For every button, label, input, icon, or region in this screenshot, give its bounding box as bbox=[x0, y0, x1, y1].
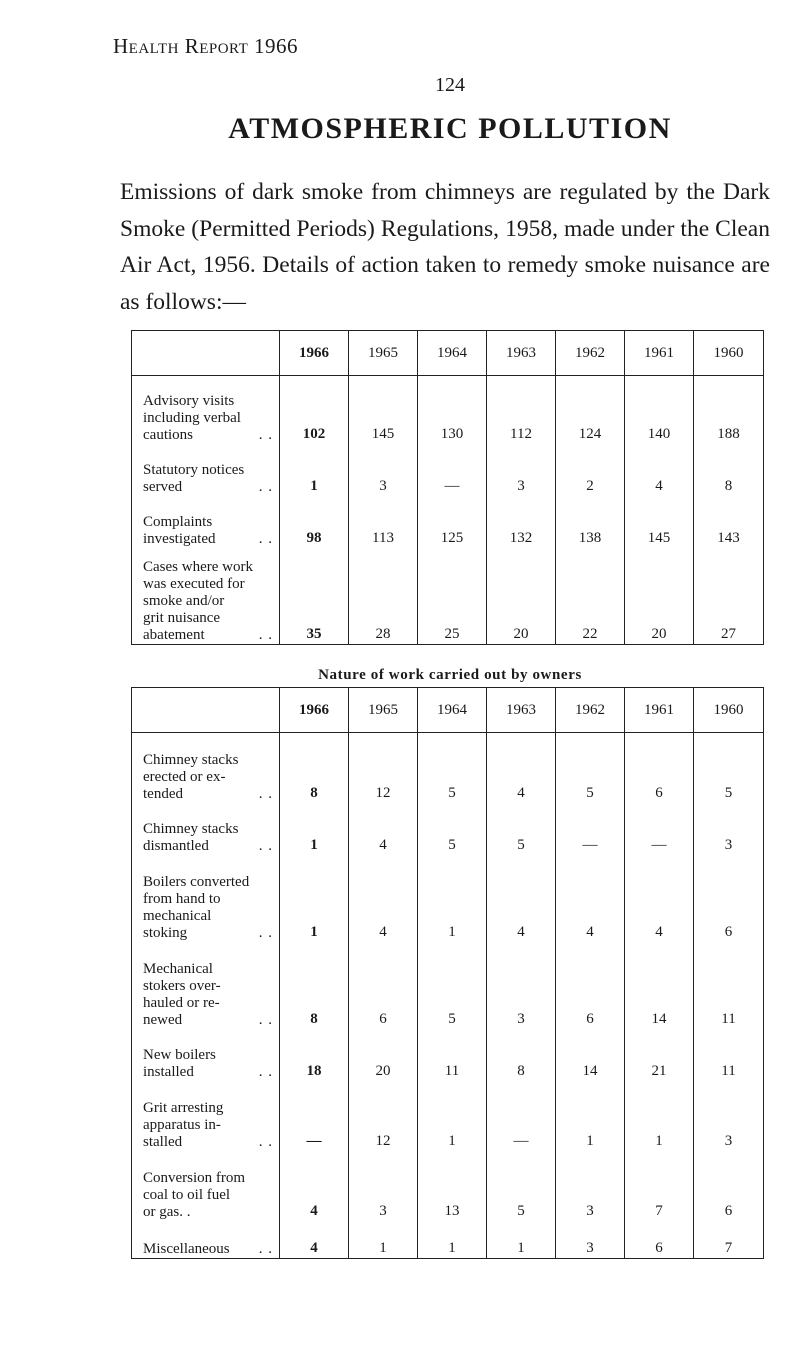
value-cell: 18 bbox=[280, 1029, 349, 1081]
value-cell: 3 bbox=[694, 803, 764, 855]
year-header: 1963 bbox=[487, 331, 556, 376]
row-label-line: Miscellaneous bbox=[143, 1241, 230, 1257]
row-label-line: stoking bbox=[143, 925, 188, 941]
value-cell: 6 bbox=[349, 942, 418, 1029]
year-header: 1960 bbox=[694, 331, 764, 376]
value-cell: 3 bbox=[556, 1221, 625, 1259]
row-label-line: served bbox=[143, 479, 183, 495]
row-label-line: smoke and/or bbox=[143, 593, 225, 609]
value-cell: — bbox=[487, 1081, 556, 1151]
value-cell: 27 bbox=[694, 548, 764, 645]
leader-dots: . . bbox=[258, 427, 273, 443]
value-cell: 14 bbox=[625, 942, 694, 1029]
row-label-line: mechanical bbox=[143, 908, 212, 924]
row-label bbox=[132, 733, 280, 804]
running-head: Health Report 1966 bbox=[113, 34, 299, 58]
year-header: 1961 bbox=[625, 331, 694, 376]
value-cell: 1 bbox=[418, 1081, 487, 1151]
table-row bbox=[132, 1151, 764, 1221]
row-label-last-line bbox=[143, 479, 273, 496]
value-cell: 145 bbox=[625, 496, 694, 548]
value-cell: 1 bbox=[349, 1221, 418, 1259]
row-label bbox=[132, 496, 280, 548]
value-cell: 21 bbox=[625, 1029, 694, 1081]
leader-dots: . . bbox=[258, 1134, 273, 1150]
owners-work-table bbox=[131, 687, 764, 1259]
value-cell: 5 bbox=[487, 1151, 556, 1221]
value-cell: 1 bbox=[487, 1221, 556, 1259]
row-label-line: coal to oil fuel bbox=[143, 1187, 231, 1203]
table-row bbox=[132, 548, 764, 645]
leader-dots: . . bbox=[258, 627, 273, 643]
row-label-line: Chimney stacks bbox=[143, 752, 239, 768]
value-cell: 98 bbox=[280, 496, 349, 548]
value-cell: 20 bbox=[625, 548, 694, 645]
value-cell: 6 bbox=[556, 942, 625, 1029]
value-cell: 20 bbox=[487, 548, 556, 645]
row-label bbox=[132, 1029, 280, 1081]
value-cell: — bbox=[625, 803, 694, 855]
value-cell: — bbox=[280, 1081, 349, 1151]
row-label-line: investigated bbox=[143, 531, 216, 547]
row-label-line: tended bbox=[143, 786, 183, 802]
value-cell: 14 bbox=[556, 1029, 625, 1081]
value-cell: 130 bbox=[418, 376, 487, 445]
table-row bbox=[132, 1081, 764, 1151]
value-cell: 12 bbox=[349, 733, 418, 804]
value-cell: 20 bbox=[349, 1029, 418, 1081]
enforcement-table-body bbox=[132, 331, 764, 645]
leader-dots: . . bbox=[258, 925, 273, 941]
leader-dots: . . bbox=[258, 1241, 273, 1257]
table-row bbox=[132, 1221, 764, 1259]
table-row bbox=[132, 444, 764, 496]
row-label-line: stokers over- bbox=[143, 978, 221, 994]
value-cell: 6 bbox=[694, 855, 764, 942]
value-cell: 25 bbox=[418, 548, 487, 645]
row-label-last-line bbox=[143, 786, 273, 803]
value-cell: 4 bbox=[487, 733, 556, 804]
row-label bbox=[132, 1081, 280, 1151]
row-label bbox=[132, 855, 280, 942]
row-label-line: apparatus in- bbox=[143, 1117, 221, 1133]
value-cell: 8 bbox=[487, 1029, 556, 1081]
table-row bbox=[132, 803, 764, 855]
year-header: 1966 bbox=[280, 331, 349, 376]
row-label-last-line bbox=[143, 627, 273, 644]
row-label-line: Mechanical bbox=[143, 961, 213, 977]
leader-dots: . . bbox=[258, 1064, 273, 1080]
leader-dots: . . bbox=[258, 479, 273, 495]
row-label-last-line bbox=[143, 838, 273, 855]
value-cell: 124 bbox=[556, 376, 625, 445]
value-cell: 1 bbox=[556, 1081, 625, 1151]
leader-dots: . . bbox=[258, 838, 273, 854]
row-label bbox=[132, 444, 280, 496]
value-cell: 3 bbox=[556, 1151, 625, 1221]
row-label-line: Complaints bbox=[143, 514, 213, 530]
header-blank-cell bbox=[132, 688, 280, 733]
year-header: 1961 bbox=[625, 688, 694, 733]
value-cell: 1 bbox=[418, 855, 487, 942]
value-cell: 145 bbox=[349, 376, 418, 445]
row-label-line: Advisory visits bbox=[143, 393, 235, 409]
year-header: 1966 bbox=[280, 688, 349, 733]
row-label-line: hauled or re- bbox=[143, 995, 220, 1011]
value-cell: 5 bbox=[694, 733, 764, 804]
table-row bbox=[132, 855, 764, 942]
row-label-line: stalled bbox=[143, 1134, 183, 1150]
row-label-line: or gas. . bbox=[143, 1204, 191, 1220]
enforcement-table bbox=[131, 330, 764, 645]
year-header: 1960 bbox=[694, 688, 764, 733]
value-cell: 3 bbox=[349, 444, 418, 496]
row-label bbox=[132, 548, 280, 645]
leader-dots: . . bbox=[258, 531, 273, 547]
row-label-line: Grit arresting bbox=[143, 1100, 224, 1116]
value-cell: 5 bbox=[418, 733, 487, 804]
value-cell: 3 bbox=[487, 942, 556, 1029]
header-row bbox=[132, 331, 764, 376]
value-cell: 7 bbox=[694, 1221, 764, 1259]
value-cell: — bbox=[556, 803, 625, 855]
value-cell: 102 bbox=[280, 376, 349, 445]
value-cell: 11 bbox=[418, 1029, 487, 1081]
value-cell: 28 bbox=[349, 548, 418, 645]
row-label bbox=[132, 376, 280, 445]
table-row bbox=[132, 376, 764, 445]
row-label bbox=[132, 803, 280, 855]
value-cell: 1 bbox=[280, 444, 349, 496]
year-header: 1962 bbox=[556, 331, 625, 376]
row-label-line: Statutory notices bbox=[143, 462, 245, 478]
value-cell: 11 bbox=[694, 942, 764, 1029]
value-cell: 1 bbox=[625, 1081, 694, 1151]
year-header: 1965 bbox=[349, 688, 418, 733]
row-label-line: dismantled bbox=[143, 838, 209, 854]
table-row bbox=[132, 942, 764, 1029]
value-cell: 5 bbox=[556, 733, 625, 804]
row-label-line: grit nuisance bbox=[143, 610, 221, 626]
row-label-line: newed bbox=[143, 1012, 183, 1028]
value-cell: 1 bbox=[280, 803, 349, 855]
value-cell: 4 bbox=[349, 855, 418, 942]
value-cell: 8 bbox=[280, 733, 349, 804]
value-cell: 2 bbox=[556, 444, 625, 496]
value-cell: 4 bbox=[556, 855, 625, 942]
header-row bbox=[132, 688, 764, 733]
value-cell: 3 bbox=[487, 444, 556, 496]
row-label-last-line bbox=[143, 531, 273, 548]
value-cell: 8 bbox=[694, 444, 764, 496]
table-caption: Nature of work carried out by owners bbox=[318, 667, 582, 683]
value-cell: — bbox=[418, 444, 487, 496]
value-cell: 4 bbox=[280, 1221, 349, 1259]
row-label-line: from hand to bbox=[143, 891, 221, 907]
table-row bbox=[132, 733, 764, 804]
value-cell: 4 bbox=[625, 855, 694, 942]
row-label-last-line bbox=[143, 1064, 273, 1081]
value-cell: 22 bbox=[556, 548, 625, 645]
row-label bbox=[132, 942, 280, 1029]
row-label-line: Boilers converted bbox=[143, 874, 250, 890]
value-cell: 4 bbox=[280, 1151, 349, 1221]
row-label-line: installed bbox=[143, 1064, 194, 1080]
value-cell: 6 bbox=[694, 1151, 764, 1221]
value-cell: 1 bbox=[418, 1221, 487, 1259]
value-cell: 132 bbox=[487, 496, 556, 548]
year-header: 1964 bbox=[418, 331, 487, 376]
value-cell: 6 bbox=[625, 1221, 694, 1259]
value-cell: 12 bbox=[349, 1081, 418, 1151]
value-cell: 6 bbox=[625, 733, 694, 804]
row-label-last-line bbox=[143, 1012, 273, 1029]
row-label bbox=[132, 1221, 280, 1259]
table-row bbox=[132, 496, 764, 548]
value-cell: 5 bbox=[487, 803, 556, 855]
value-cell: 7 bbox=[625, 1151, 694, 1221]
value-cell: 5 bbox=[418, 942, 487, 1029]
header-blank-cell bbox=[132, 331, 280, 376]
row-label-last-line bbox=[143, 427, 273, 444]
owners-work-table-body bbox=[132, 688, 764, 1259]
row-label-line: cautions bbox=[143, 427, 193, 443]
row-label-line: erected or ex- bbox=[143, 769, 226, 785]
row-label-last-line bbox=[143, 1241, 273, 1258]
value-cell: 8 bbox=[280, 942, 349, 1029]
value-cell: 35 bbox=[280, 548, 349, 645]
row-label-last-line bbox=[143, 925, 273, 942]
leader-dots: . . bbox=[258, 786, 273, 802]
value-cell: 140 bbox=[625, 376, 694, 445]
year-header: 1962 bbox=[556, 688, 625, 733]
value-cell: 13 bbox=[418, 1151, 487, 1221]
page-title: ATMOSPHERIC POLLUTION bbox=[228, 112, 672, 145]
value-cell: 1 bbox=[280, 855, 349, 942]
leader-dots: . . bbox=[258, 1012, 273, 1028]
row-label bbox=[132, 1151, 280, 1221]
value-cell: 11 bbox=[694, 1029, 764, 1081]
row-label-line: Cases where work bbox=[143, 559, 253, 575]
value-cell: 112 bbox=[487, 376, 556, 445]
table-row bbox=[132, 1029, 764, 1081]
row-label-line: Conversion from bbox=[143, 1170, 246, 1186]
value-cell: 3 bbox=[349, 1151, 418, 1221]
year-header: 1964 bbox=[418, 688, 487, 733]
row-label-last-line bbox=[143, 1204, 273, 1221]
row-label-line: New boilers bbox=[143, 1047, 216, 1063]
row-label-line: was executed for bbox=[143, 576, 245, 592]
value-cell: 3 bbox=[694, 1081, 764, 1151]
value-cell: 4 bbox=[625, 444, 694, 496]
row-label-line: including verbal bbox=[143, 410, 241, 426]
year-header: 1963 bbox=[487, 688, 556, 733]
value-cell: 4 bbox=[487, 855, 556, 942]
value-cell: 138 bbox=[556, 496, 625, 548]
value-cell: 4 bbox=[349, 803, 418, 855]
row-label-last-line bbox=[143, 1134, 273, 1151]
intro-paragraph: Emissions of dark smoke from chimneys are regulated by the Dark Smoke (Permitted Periods) Regulations, 1958, made under the Clean Air Act, 1956. Details of action taken to remedy smoke nuisance are as follows:— bbox=[120, 179, 770, 315]
value-cell: 5 bbox=[418, 803, 487, 855]
year-header: 1965 bbox=[349, 331, 418, 376]
value-cell: 143 bbox=[694, 496, 764, 548]
row-label-line: Chimney stacks bbox=[143, 821, 239, 837]
value-cell: 113 bbox=[349, 496, 418, 548]
value-cell: 125 bbox=[418, 496, 487, 548]
value-cell: 188 bbox=[694, 376, 764, 445]
page-number: 124 bbox=[435, 74, 465, 96]
row-label-line: abatement bbox=[143, 627, 205, 643]
